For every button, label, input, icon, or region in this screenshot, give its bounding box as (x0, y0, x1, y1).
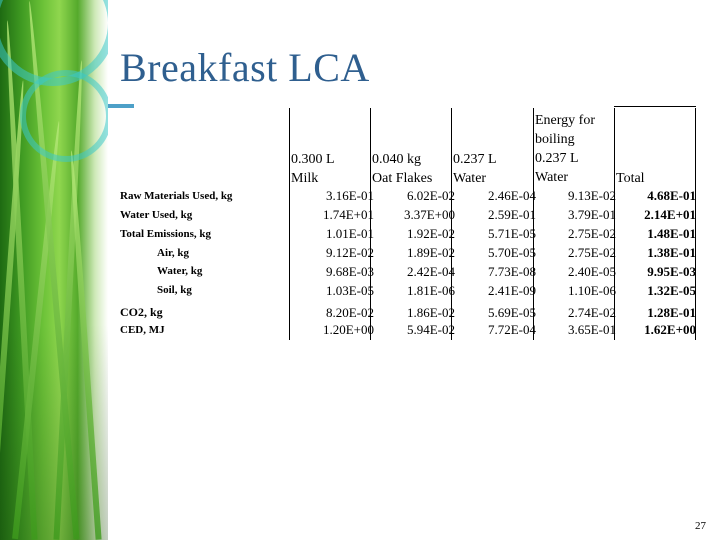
row-label: CED, MJ (120, 324, 165, 336)
grass-background (0, 0, 108, 540)
row-label: Soil, kg (157, 284, 192, 296)
table-cell: 1.74E+01 (322, 207, 374, 222)
table-cell: 8.20E-02 (325, 305, 374, 320)
table-cell: 5.71E-05 (487, 226, 536, 241)
column-header-water: 0.237 L Water (453, 152, 497, 186)
table-cell: 3.65E-01 (567, 322, 616, 337)
table-cell: 7.73E-08 (487, 264, 536, 279)
table-cell: 5.70E-05 (487, 245, 536, 260)
page-title: Breakfast LCA (120, 45, 370, 90)
column-header-oat-flakes: 0.040 kg Oat Flakes (372, 152, 433, 186)
table-cell: 7.72E-04 (487, 322, 536, 337)
row-label: Total Emissions, kg (120, 228, 211, 240)
table-cell: 1.81E-06 (406, 283, 455, 298)
table-cell: 3.79E-01 (567, 207, 616, 222)
table-cell: 2.75E-02 (567, 245, 616, 260)
row-label: Water Used, kg (120, 209, 193, 221)
table-cell-total: 1.48E-01 (647, 226, 696, 241)
total-header-border (614, 106, 696, 107)
table-cell: 2.74E-02 (567, 305, 616, 320)
table-cell-total: 9.95E-03 (647, 264, 696, 279)
page-number: 27 (695, 520, 706, 532)
table-cell: 2.46E-04 (487, 188, 536, 203)
table-cell: 3.16E-01 (325, 188, 374, 203)
table-cell: 2.59E-01 (487, 207, 536, 222)
table-cell: 2.41E-09 (487, 283, 536, 298)
table-cell: 3.37E+00 (403, 207, 455, 222)
table-cell: 1.10E-06 (567, 283, 616, 298)
row-label: Water, kg (157, 265, 203, 277)
table-cell: 2.42E-04 (406, 264, 455, 279)
table-cell: 9.13E-02 (567, 188, 616, 203)
table-cell-total: 1.28E-01 (647, 305, 696, 320)
table-cell-total: 2.14E+01 (644, 207, 696, 222)
table-cell: 1.86E-02 (406, 305, 455, 320)
table-cell: 9.68E-03 (325, 264, 374, 279)
table-cell-total: 1.62E+00 (644, 322, 696, 337)
table-cell: 1.01E-01 (325, 226, 374, 241)
row-label: Air, kg (157, 247, 189, 259)
table-cell: 5.94E-02 (406, 322, 455, 337)
table-cell: 2.75E-02 (567, 226, 616, 241)
table-cell-total: 1.38E-01 (647, 245, 696, 260)
table-cell-total: 4.68E-01 (647, 188, 696, 203)
table-cell: 1.03E-05 (325, 283, 374, 298)
title-accent-bar (108, 104, 134, 108)
row-label: CO2, kg (120, 305, 163, 319)
table-cell: 2.40E-05 (567, 264, 616, 279)
table-cell: 5.69E-05 (487, 305, 536, 320)
table-cell: 1.92E-02 (406, 226, 455, 241)
table-cell-total: 1.32E-05 (647, 283, 696, 298)
table-cell: 9.12E-02 (325, 245, 374, 260)
column-header-total: Total (616, 171, 645, 186)
table-cell: 6.02E-02 (406, 188, 455, 203)
table-cell: 1.89E-02 (406, 245, 455, 260)
table-cell: 1.20E+00 (322, 322, 374, 337)
column-header-milk: 0.300 L Milk (291, 152, 335, 186)
column-header-energy: Energy for boiling 0.237 L Water (535, 113, 595, 185)
row-label: Raw Materials Used, kg (120, 190, 233, 202)
